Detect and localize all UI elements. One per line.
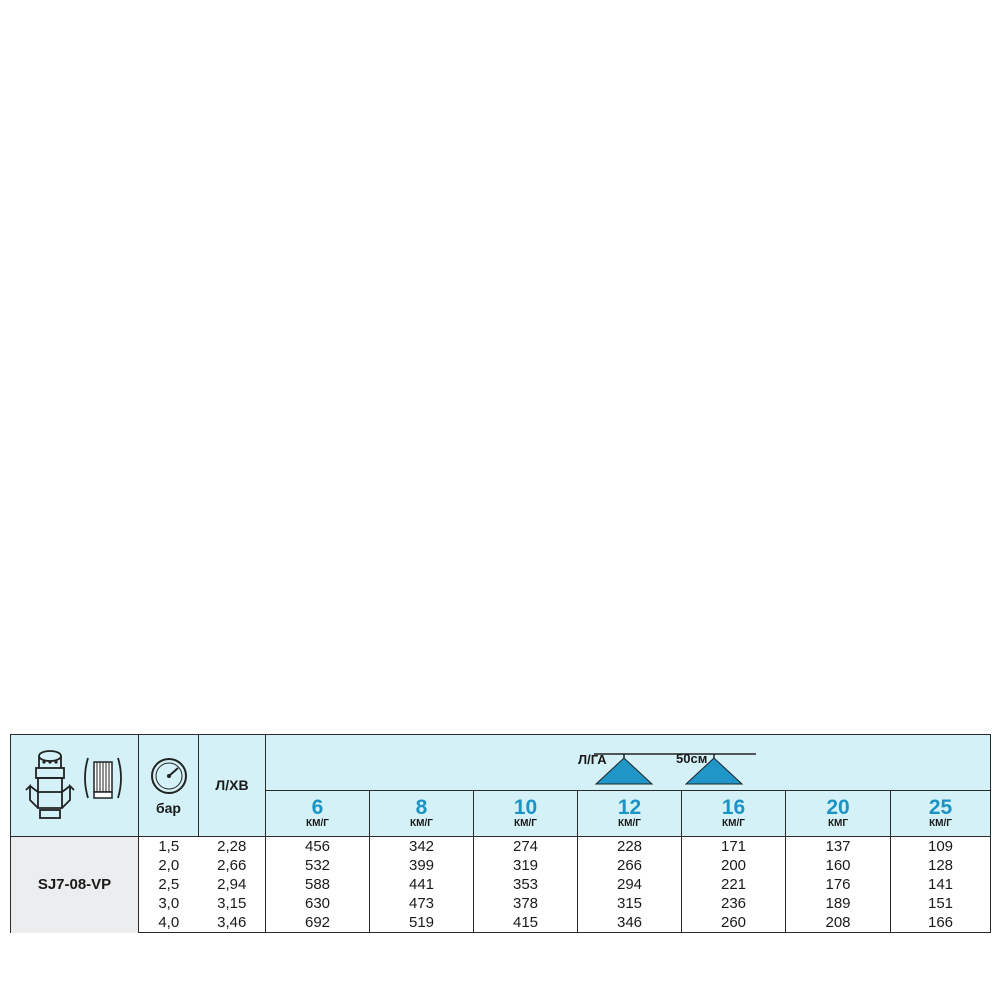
rate-cell: 236 (682, 894, 786, 913)
speed-value: 25 (928, 796, 953, 819)
rate-cell: 189 (786, 894, 891, 913)
speed-unit: КМ/Г (514, 818, 537, 829)
speed-header-12 (578, 791, 682, 837)
pressure-cell: 3,0 (139, 894, 199, 913)
model-name: SJ7-08-VP (11, 837, 139, 933)
pressure-unit-label: бар (156, 799, 181, 816)
rate-cell: 346 (578, 913, 682, 933)
flow-cell: 2,94 (199, 875, 266, 894)
rate-cell: 519 (370, 913, 474, 933)
pressure-cell: 2,5 (139, 875, 199, 894)
rate-cell: 456 (266, 837, 370, 857)
table-row (11, 875, 991, 894)
rate-cell: 260 (682, 913, 786, 933)
flow-cell: 3,15 (199, 894, 266, 913)
speed-value: 16 (721, 796, 746, 819)
nozzle-rate-table (10, 734, 991, 933)
flow-header-cell (199, 735, 266, 837)
pressure-gauge-icon (149, 756, 189, 796)
nozzle-icon (20, 738, 130, 828)
pressure-header-cell (139, 735, 199, 837)
rate-cell: 441 (370, 875, 474, 894)
speed-unit: КМ/Г (618, 818, 641, 829)
rate-cell: 274 (474, 837, 578, 857)
flow-unit-label: Л/ХВ (215, 776, 249, 793)
speed-value: 10 (513, 796, 538, 819)
rate-cell: 128 (891, 856, 991, 875)
rate-cell: 176 (786, 875, 891, 894)
speed-value: 6 (311, 796, 324, 819)
rate-cell: 315 (578, 894, 682, 913)
pressure-cell: 2,0 (139, 856, 199, 875)
speed-unit: КМ/Г (410, 818, 433, 829)
rate-cell: 166 (891, 913, 991, 933)
flow-cell: 3,46 (199, 913, 266, 933)
rate-cell: 160 (786, 856, 891, 875)
speed-header-20 (786, 791, 891, 837)
speed-unit: КМГ (827, 818, 849, 829)
rate-cell: 588 (266, 875, 370, 894)
speed-header-16 (682, 791, 786, 837)
rate-unit-label: Л/ГА (578, 751, 607, 767)
pressure-cell: 1,5 (139, 837, 199, 857)
strainer-filter-icon (85, 758, 121, 798)
spacing-label: 50см (676, 750, 708, 766)
rate-cell: 532 (266, 856, 370, 875)
speed-header-10 (474, 791, 578, 837)
rate-cell: 266 (578, 856, 682, 875)
rate-cell: 208 (786, 913, 891, 933)
rate-header-cell (266, 735, 991, 791)
pressure-cell: 4,0 (139, 913, 199, 933)
rate-cell: 473 (370, 894, 474, 913)
rate-cell: 141 (891, 875, 991, 894)
speed-header-8 (370, 791, 474, 837)
rate-cell: 171 (682, 837, 786, 857)
speed-unit: КМ/Г (929, 818, 952, 829)
rate-cell: 399 (370, 856, 474, 875)
rate-cell: 319 (474, 856, 578, 875)
table-row (11, 913, 991, 933)
rate-cell: 200 (682, 856, 786, 875)
table-row (11, 856, 991, 875)
table-row (11, 894, 991, 913)
rate-cell: 228 (578, 837, 682, 857)
rate-cell: 151 (891, 894, 991, 913)
flow-cell: 2,66 (199, 856, 266, 875)
rate-cell: 342 (370, 837, 474, 857)
rate-cell: 294 (578, 875, 682, 894)
rate-cell: 109 (891, 837, 991, 857)
speed-value: 12 (617, 796, 642, 819)
nozzle-image-cell (11, 735, 139, 837)
rate-cell: 137 (786, 837, 891, 857)
speed-value: 8 (415, 796, 428, 819)
rate-cell: 630 (266, 894, 370, 913)
speed-unit: КМ/Г (306, 818, 329, 829)
rate-cell: 415 (474, 913, 578, 933)
rate-cell: 692 (266, 913, 370, 933)
table-row (11, 837, 991, 857)
rate-cell: 221 (682, 875, 786, 894)
flow-cell: 2,28 (199, 837, 266, 857)
speed-unit: КМ/Г (722, 818, 745, 829)
speed-header-6 (266, 791, 370, 837)
speed-header-25 (891, 791, 991, 837)
speed-value: 20 (826, 796, 850, 819)
rate-cell: 378 (474, 894, 578, 913)
rate-cell: 353 (474, 875, 578, 894)
